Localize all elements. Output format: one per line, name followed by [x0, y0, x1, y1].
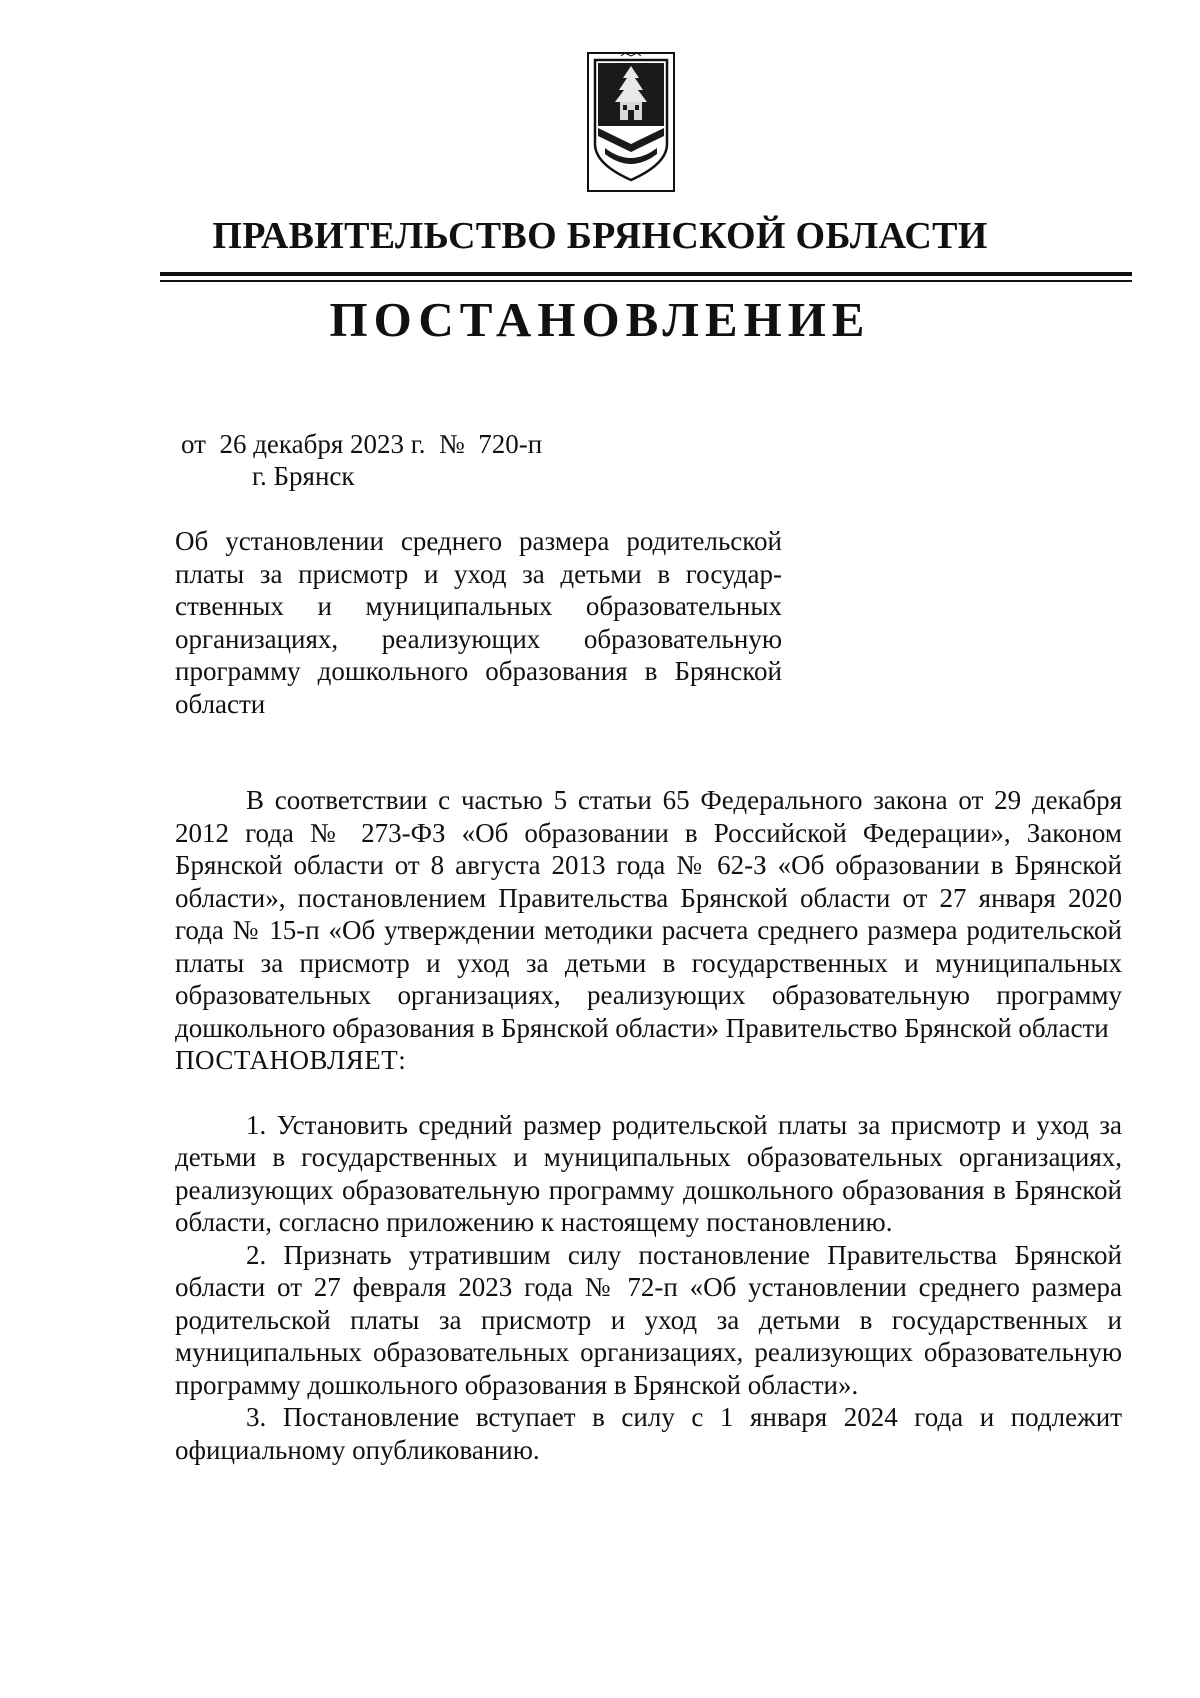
- resolution-item-1: 1. Установить средний размер родительской платы за присмотр и уход за детьми в государственных и муниципальных образовательных организациях, реализующих образовательную программу дошкольного образования в Брянской области, согласно приложению к настоящему постановлению.: [175, 1109, 1122, 1237]
- document-type-title: ПОСТАНОВЛЕНИЕ: [329, 292, 871, 347]
- document-city: г. Брянск: [252, 461, 355, 491]
- document-subject: Об установлении среднего размера родительской платы за присмотр и уход за детьми в государственных и муниципальных образовательных организациях, реализующих образовательную программу дошкольного образования в Брянской области: [175, 526, 782, 719]
- document-date-number: от 26 декабря 2023 г. № 720-п: [181, 429, 543, 459]
- coat-of-arms-icon: [587, 52, 675, 192]
- resolves-heading: ПОСТАНОВЛЯЕТ:: [175, 1045, 407, 1075]
- header-rule-thick: [160, 272, 1132, 276]
- preamble-paragraph: В соответствии с частью 5 статьи 65 Федерального закона от 29 декабря 2012 года № 273-ФЗ «Об образовании в Российской Федерации», Законом Брянской области от 8 августа 2013 года № 62-З «Об образовании в Брянской области», постановлением Правительства Брянской области от 27 января 2020 года № 15-п «Об утверждении методики расчета среднего размера родительской платы за присмотр и уход за детьми в государственных и муниципальных образовательных организациях, реализующих образовательную программу дошкольного образования в Брянской области» Правительство Брянской области: [175, 785, 1122, 1043]
- organization-title: ПРАВИТЕЛЬСТВО БРЯНСКОЙ ОБЛАСТИ: [212, 215, 988, 257]
- resolution-item-3: 3. Постановление вступает в силу с 1 января 2024 года и подлежит официальному опубликованию.: [175, 1402, 1122, 1465]
- header-rule-thin: [160, 280, 1132, 282]
- resolution-item-2: 2. Признать утратившим силу постановление Правительства Брянской области от 27 февраля 2023 года № 72-п «Об установлении среднего размера родительской платы за присмотр и уход за детьми в государственных и муниципальных образовательных организациях, реализующих образовательную программу дошкольного образования в Брянской области».: [175, 1239, 1122, 1400]
- document-body: [175, 784, 1122, 1466]
